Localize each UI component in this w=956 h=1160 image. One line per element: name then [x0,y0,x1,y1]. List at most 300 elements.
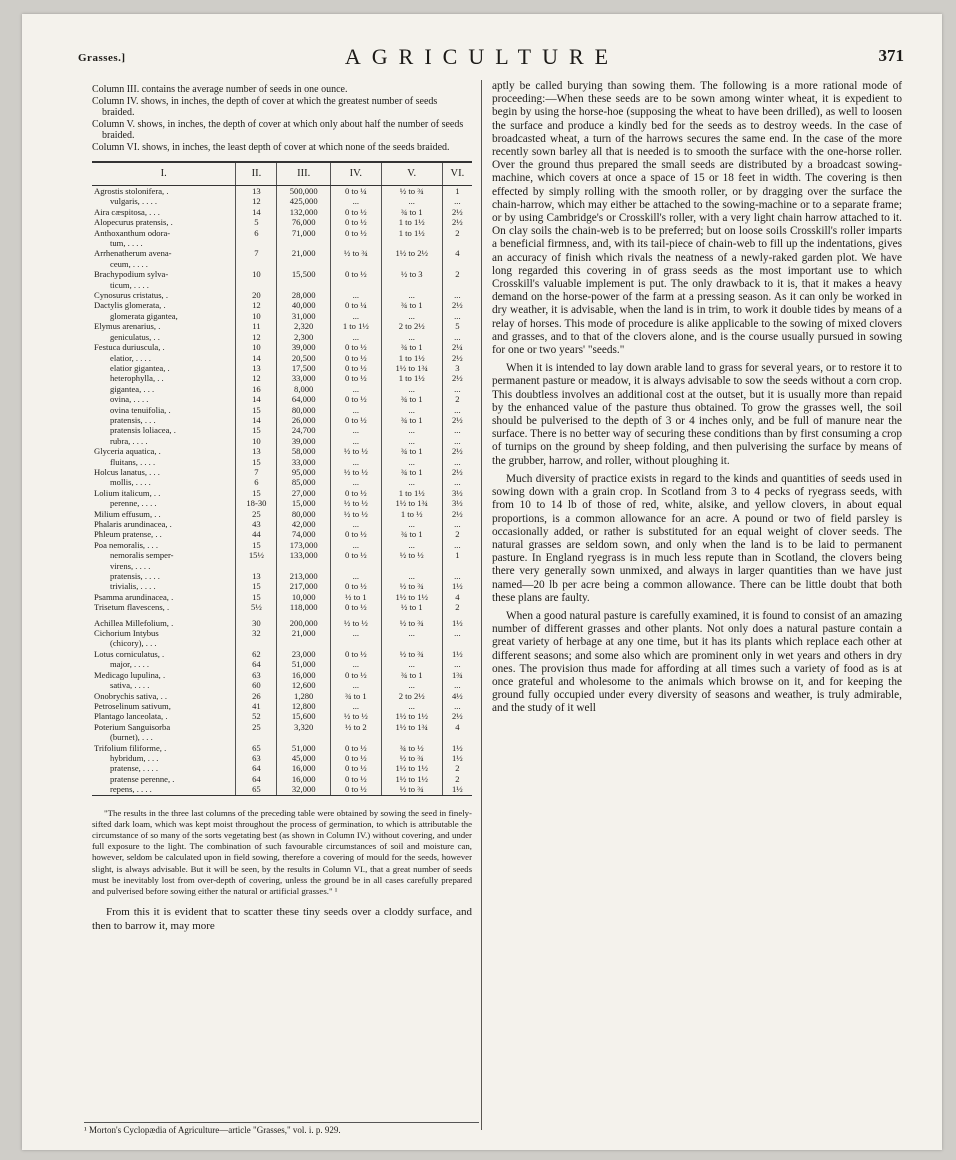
table-cell: 2 [442,763,472,773]
table-cell: 30 [236,618,277,628]
right-paragraph: aptly be called burying than sowing them. The following is a more rational mode of proceeding:—When these seeds are to be sown among winter wheat, it is expedient to begin by using the horse-hoe (supposing the wheat to have been drilled), as well to loosen the surface and produce a kindly bed for the seeds as to destroy weeds. In the case of broadcasted wheat, a turn of the harrows secures the same end. In the case of the more recently sown barley all that is needed is to smooth the surface with the one-horse roller. Over the ground thus prepared the small seeds are distributed by a broadcast sowing-machine, which covers at once a space of 15 or 18 feet in width. The covering is then effected by simply rolling with the smooth roller, or by dragging over the surface the chain-harrow, which may either be attached to the sowing-machine or to a separate frame; or by using Cambridge's or Crosskill's roller, with a very light chain harrow attached to it. On clay soils the chain-web is to be preferred; but on loose soils Crosskill's roller imparts a beneficial firmness, and, with its tail-piece of chain-web to fill up the indentations, gives an accuracy of finish which rivals the neatness of a newly-raked garden plot. We have long regarded this covering in of grass seeds as the most important use to which Crosskill's valuable implement is put. The only drawback to it is, that it makes a heavy demand on the horse-power of the farm at a pressing season. As it can only be worked in dry weather, it is advisable, when the land is in trim, to work it double tides by means of a relay of horses. This mode of procedure is alike applicable to the sowing of mixed clovers and grasses, and to that of the clovers alone, and is the course usually pursued in sowing for one or two years' "seeds." [492,80,902,357]
table-cell [277,638,331,648]
table-row [92,311,472,321]
table-cell: 71,000 [277,228,331,238]
table-cell [442,638,472,648]
table-cell: ... [381,196,442,206]
table-cell: 21,000 [277,628,331,638]
table-cell [236,732,277,742]
table-cell: Cichorium Intybus [94,628,159,639]
table-cell: 2½ [442,373,472,383]
table-cell: 0 to ½ [331,763,382,773]
table-cell: ¾ to 1 [381,342,442,352]
table-cell: ... [331,332,382,342]
table-cell: 6 [236,228,277,238]
table-row [92,540,472,550]
table-row [92,467,472,477]
table-row [92,300,472,310]
table-header: VI. [442,162,472,186]
table-cell: 14 [236,394,277,404]
page-title: AGRICULTURE [344,44,620,69]
table-cell: 13 [236,446,277,456]
table-cell: ¾ to 1 [331,691,382,701]
table-cell: ... [442,457,472,467]
table-cell: Trisetum flavescens, . [94,602,170,613]
table-cell: Achillea Millefolium, . [94,617,174,628]
table-header: I. [92,162,236,186]
table-cell: ... [442,571,472,581]
left-column [92,84,472,933]
table-cell: 2 to 2½ [381,321,442,331]
table-cell: ... [442,701,472,711]
table-cell: ... [331,680,382,690]
table-cell: 20 [236,290,277,300]
table-cell: ¾ to ½ [381,743,442,753]
table-cell: 14 [236,415,277,425]
table-row [92,711,472,721]
table-cell [277,280,331,290]
table-cell: ... [331,628,382,638]
table-cell: 1½ to 1½ [381,763,442,773]
table-cell: 7 [236,248,277,258]
table-cell: 2½ [442,509,472,519]
table-row [92,269,472,279]
table-cell: Petroselinum sativum, [94,700,171,711]
table-cell [277,561,331,571]
table-cell: 1½ to 2½ [381,248,442,258]
table-cell: 2 [442,269,472,279]
table-row [92,722,472,732]
table-cell: 12 [236,300,277,310]
table-cell: ... [381,701,442,711]
table-row [92,659,472,669]
table-cell: 2½ [442,207,472,217]
table-cell: 45,000 [277,753,331,763]
table-cell: ... [442,659,472,669]
column-note: Column III. contains the average number of seeds in one ounce. [92,84,348,95]
table-cell: 44 [236,529,277,539]
table-cell: 1½ [442,581,472,591]
table-cell: 2 to 2½ [381,691,442,701]
table-cell: 25 [236,509,277,519]
table-cell: ... [331,571,382,581]
table-cell [381,238,442,248]
table-cell [381,638,442,648]
table-row [92,217,472,227]
table-header: V. [381,162,442,186]
table-cell: 64,000 [277,394,331,404]
table-cell: 14 [236,353,277,363]
table-cell: 43 [236,519,277,529]
table-cell [442,238,472,248]
table-row [92,743,472,753]
section-label: Grasses.] [78,52,126,64]
table-cell: 133,000 [277,550,331,560]
table-cell: pratensis loliacea, . [110,425,176,436]
table-cell: 0 to ½ [331,269,382,279]
table-cell: 2 [442,228,472,238]
table-cell: ... [442,384,472,394]
right-column [492,80,902,716]
table-cell: ½ to ½ [381,550,442,560]
table-cell: ½ to ½ [331,467,382,477]
table-cell: 3,320 [277,722,331,732]
table-cell: 16,000 [277,670,331,680]
table-cell: 41 [236,701,277,711]
table-cell: tum, . . . . [110,238,143,249]
table-cell: ¾ to 1 [381,467,442,477]
table-cell: 0 to ½ [331,743,382,753]
table-cell: 23,000 [277,649,331,659]
table-cell: virens, . . . . [110,560,151,571]
table-cell: trivialis, . . . . [110,581,156,592]
table-cell: 1,280 [277,691,331,701]
left-paragraph: From this it is evident that to scatter these tiny seeds over a cloddy surface, and then to barrow it, may more [92,906,472,933]
table-cell: 10 [236,311,277,321]
column-rule [481,80,482,1130]
table-cell: 11 [236,321,277,331]
table-cell: pratensis, . . . . [110,571,160,582]
table-cell: ... [331,540,382,550]
table-cell: ½ to ¾ [381,186,442,197]
table-cell: 1½ to 1½ [381,711,442,721]
table-cell: ½ to ½ [331,509,382,519]
table-cell: 15 [236,457,277,467]
table-row [92,649,472,659]
column-note: Column VI. shows, in inches, the least depth of cover at which none of the seeds braided. [92,141,450,153]
table-cell: ½ to ¾ [381,784,442,795]
table-row [92,394,472,404]
table-cell: ½ to ¾ [381,753,442,763]
table-cell [331,732,382,742]
table-cell: 39,000 [277,436,331,446]
table-cell: 2,320 [277,321,331,331]
table-cell [331,238,382,248]
table-cell [442,561,472,571]
table-cell [442,259,472,269]
table-cell: ... [442,519,472,529]
table-cell: ... [381,571,442,581]
table-cell: ovina tenuifolia, . [110,404,171,415]
table-cell: Dactylis glomerata, . [94,300,166,311]
table-cell: 26 [236,691,277,701]
table-cell: 1 [442,186,472,197]
table-cell: Onobrychis sativa, . . [94,690,168,701]
table-cell: 2 [442,602,472,612]
table-cell: 12 [236,196,277,206]
table-cell [442,280,472,290]
table-cell: 10 [236,269,277,279]
table-cell: ... [381,628,442,638]
table-cell: ... [381,332,442,342]
table-cell: Plantago lanceolata, . [94,711,168,722]
table-cell: 33,000 [277,457,331,467]
table-cell: 65 [236,743,277,753]
table-cell: Phalaris arundinacea, . [94,519,172,529]
table-row [92,207,472,217]
table-row [92,488,472,498]
table-cell: 52 [236,711,277,721]
table-cell: elatior, . . . . [110,352,151,363]
seed-table [92,161,472,796]
table-row [92,592,472,602]
quoted-note: "The results in the three last columns of the preceding table were obtained by sowing the seed in finely-sifted dark loam, which was kept moist throughout the process of germination, to which is attributable the circumstance of so many of the sorts vegetating best (as shown in Column IV.) without covering, and under full exposure to the light. The combination of such favourable circumstances of soil and moisture can, however, seldom be calculated upon in field sowing, therefore a covering of mould for the seeds, however slight, is always advisable. But it will be seen, by the results in Column VI., that a great number of seeds must be inevitably lost from over-depth of covering, unless the ground be in all cases carefully prepared and pulverised before sowing either the natural or artificial grasses." ¹ [92,807,472,896]
table-cell: Poterium Sanguisorba [94,721,171,732]
table-row [92,763,472,773]
table-cell: ¾ to 1 [381,670,442,680]
table-row [92,321,472,331]
table-cell: 2½ [442,300,472,310]
table-cell: 31,000 [277,311,331,321]
table-cell [277,259,331,269]
table-row [92,436,472,446]
table-cell: 6 [236,477,277,487]
table-cell: glomerata gigantea, [110,310,178,321]
table-cell: 15,000 [277,498,331,508]
table-cell: ¾ to 1 [381,207,442,217]
table-cell: Elymus arenarius, . [94,321,161,332]
table-cell: 64 [236,659,277,669]
table-row [92,691,472,701]
table-cell [236,638,277,648]
table-cell: ... [331,477,382,487]
table-cell: 15 [236,581,277,591]
table-row [92,415,472,425]
table-cell: Festuca duriuscula, . [94,342,165,353]
table-cell: ¾ to 1 [381,415,442,425]
table-cell: 58,000 [277,446,331,456]
running-header [22,44,942,74]
table-cell: pratense perenne, . [110,773,175,784]
table-row [92,602,472,612]
table-cell: 0 to ½ [331,342,382,352]
table-cell: Medicago lupulina, . [94,669,166,680]
table-row [92,680,472,690]
table-cell: 2½ [442,353,472,363]
table-row [92,618,472,628]
book-page [22,14,942,1150]
after-table-text [92,808,472,934]
table-cell: 2 [442,529,472,539]
table-cell: 0 to ½ [331,394,382,404]
table-cell: 2½ [442,467,472,477]
table-cell: ½ to ½ [331,711,382,721]
table-cell: 1½ [442,753,472,763]
table-cell: ... [442,628,472,638]
table-cell: 1 to ½ [381,509,442,519]
right-paragraph: When a good natural pasture is carefully examined, it is found to consist of an amazing number of different grasses and other plants. Not only does a natural pasture contain a great variety of herbage at any one time, but it has its plants which replace each other at different seasons; and some also which are prominent only in wet years and others in dry ones. The provision thus made for affording at all times such a variety of food as is at once grateful and wholesome to the animals which browse on it, and for keeping the ground fully occupied under every diversity of seasons and weather, is truly admirable, and the study of it well [492,609,902,715]
table-cell: 5 [442,321,472,331]
table-cell: 8,000 [277,384,331,394]
table-cell: 4 [442,248,472,258]
table-cell: Cynosurus cristatus, . [94,290,168,301]
table-row [92,753,472,763]
table-cell: ½ to 1 [331,592,382,602]
table-cell: 425,000 [277,196,331,206]
table-cell: 2½ [442,446,472,456]
table-cell: ... [381,436,442,446]
table-cell: ... [331,405,382,415]
table-cell: ¾ to 1 [381,446,442,456]
table-cell: 173,000 [277,540,331,550]
table-row [92,457,472,467]
table-cell: ... [331,196,382,206]
table-cell: 2 [442,774,472,784]
table-cell: 15 [236,592,277,602]
table-body [92,186,472,796]
table-row [92,248,472,258]
column-note: Column V. shows, in inches, the depth of cover at which only about half the number of seeds braided. [92,118,464,141]
table-cell: 0 to ½ [331,373,382,383]
table-cell: ... [442,332,472,342]
table-cell: ovina, . . . . [110,394,149,405]
table-cell [442,732,472,742]
table-cell: 3 [442,363,472,373]
table-row [92,628,472,638]
table-row [92,519,472,529]
table-cell: ... [381,457,442,467]
table-cell: 1 to 1½ [381,353,442,363]
table-cell: 2,300 [277,332,331,342]
table-cell: Anthoxanthum odora- [94,227,171,238]
table-cell: 15 [236,540,277,550]
table-cell: 39,000 [277,342,331,352]
table-row [92,363,472,373]
table-cell: 1 to 1½ [331,321,382,331]
table-cell: pratense, . . . . [110,763,158,774]
table-cell: hybridum, . . . [110,752,159,763]
table-cell: 76,000 [277,217,331,227]
table-cell: 26,000 [277,415,331,425]
table-cell: 0 to ½ [331,670,382,680]
table-cell: 18-30 [236,498,277,508]
table-row [92,784,472,795]
table-cell: 16,000 [277,763,331,773]
table-cell: 2¼ [442,342,472,352]
table-row [92,186,472,197]
table-cell: ... [381,519,442,529]
table-cell: 33,000 [277,373,331,383]
table-cell: ... [442,425,472,435]
table-cell: 10,000 [277,592,331,602]
table-cell: 12,800 [277,701,331,711]
table-cell: ... [381,425,442,435]
table-cell: nemoralis semper- [110,550,174,561]
table-row [92,228,472,238]
table-cell: ¾ to 1 [381,394,442,404]
table-row [92,498,472,508]
table-cell: sativa, . . . . [110,680,150,691]
table-cell: ... [381,405,442,415]
right-paragraph: Much diversity of practice exists in regard to the kinds and quantities of seeds used in sowing down with a grain crop. In Scotland from 3 to 4 pecks of ryegrass seeds, with from 10 to 14 lb of those of red, white, alsike, and yellow clovers, in about equal proportions, is a common allowance for an acre. A pound or two of field parsley is occasionally added, or rather is substituted for an equal weight of clover seeds. The natural grasses are seldom sown, and only when the land is to be laid to permanent pasture. In England ryegrass is in much less repute than in Scotland, the clovers being there very generally sown unmixed, and always in larger quantities than we have just named—20 lb per acre being a common allowance. There can be little doubt that both these plans are faulty. [492,472,902,604]
table-cell: ¾ to 1 [381,300,442,310]
table-cell: Milium effusum, . . [94,508,161,519]
table-cell: 0 to ¼ [331,300,382,310]
table-cell: ... [331,659,382,669]
table-row [92,529,472,539]
table-cell: 13 [236,186,277,197]
table-cell: 0 to ½ [331,602,382,612]
table-cell: 1½ [442,743,472,753]
table-row [92,259,472,269]
table-cell: 5½ [236,602,277,612]
table-cell: ½ to ½ [331,498,382,508]
table-cell: ... [381,540,442,550]
table-cell: 15 [236,405,277,415]
table-cell: ... [442,311,472,321]
table-row [92,290,472,300]
table-cell: 1½ [442,784,472,795]
table-cell: 0 to ½ [331,207,382,217]
table-cell: Trifolium filiforme, . [94,742,167,753]
table-cell: 1½ [442,618,472,628]
table-cell: vulgaris, . . . . [110,196,158,207]
table-cell: ½ to 3 [381,269,442,279]
table-cell: 60 [236,680,277,690]
table-cell: mollis, . . . . [110,477,151,488]
table-cell: Poa nemoralis, . . . [94,539,158,550]
table-row [92,571,472,581]
table-cell: 10 [236,342,277,352]
table-cell: 0 to ½ [331,353,382,363]
table-cell: 0 to ½ [331,363,382,373]
table-row [92,774,472,784]
table-cell: 80,000 [277,509,331,519]
table-row [92,373,472,383]
table-row [92,332,472,342]
table-row [92,638,472,648]
table-cell: 0 to ½ [331,488,382,498]
table-cell: 200,000 [277,618,331,628]
table-cell: ... [331,519,382,529]
table-cell: ... [331,290,382,300]
table-cell: 51,000 [277,743,331,753]
table-cell: 63 [236,753,277,763]
table-cell: Holcus lanatus, . . . [94,466,160,477]
table-cell: 217,000 [277,581,331,591]
table-cell: ½ to ¾ [331,248,382,258]
table-cell: 16 [236,384,277,394]
table-cell: 0 to ½ [331,217,382,227]
table-cell: 95,000 [277,467,331,477]
table-cell: fluitans, . . . . [110,456,156,467]
table-cell: ... [442,540,472,550]
table-cell: ... [381,680,442,690]
table-cell: ... [331,457,382,467]
table-cell: 16,000 [277,774,331,784]
table-row [92,353,472,363]
table-cell: Alopecurus pratensis, . [94,217,173,228]
table-cell: 0 to ½ [331,753,382,763]
table-cell: ... [442,290,472,300]
table-cell: 13 [236,571,277,581]
table-cell: (chicory), . . . [110,638,157,649]
table-cell: 1½ [442,649,472,659]
table-cell: 20,500 [277,353,331,363]
table-cell [236,561,277,571]
table-cell: 0 to ½ [331,228,382,238]
table-row [92,581,472,591]
table-cell: ... [381,384,442,394]
table-row [92,561,472,571]
table-cell: 0 to ½ [331,649,382,659]
table-cell: 1½ to 1¾ [381,498,442,508]
table-cell: ... [381,311,442,321]
table-cell: 2 [442,394,472,404]
table-cell: 64 [236,763,277,773]
table-cell: ... [381,290,442,300]
table-row [92,238,472,248]
